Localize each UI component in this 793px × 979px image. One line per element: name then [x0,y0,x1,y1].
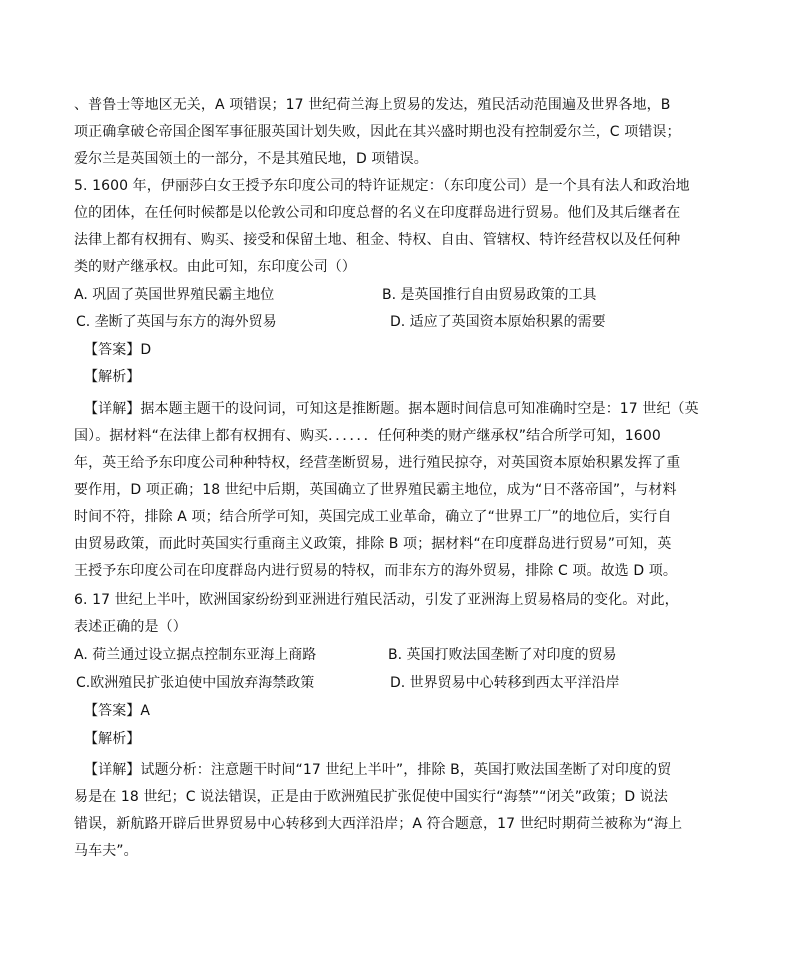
question-5-answer: 【答案】D [84,342,152,358]
question-6-stem: 表述正确的是（） [74,619,187,635]
text-line: 项正确拿破仑帝国企图军事征服英国计划失败，因此在其兴盛时期也没有控制爱尔兰，C 项错误； [74,124,681,140]
question-5-detail: 【详解】据本题主题干的设问词，可知这是推断题。据本题时间信息可知准确时空是：17 世纪（英 [84,401,699,417]
question-5-stem: 法律上都有权拥有、购买、接受和保留土地、租金、特权、自由、管辖权、特许经营权以及任何种 [74,232,681,248]
question-5-option-d: D. 适应了英国资本原始积累的需要 [390,314,606,330]
question-5-detail: 国）。据材料“在法律上都有权拥有、购买．．．．．．任何种类的财产继承权”结合所学可知，1600 [74,428,661,444]
question-6-detail: 【详解】试题分析：注意题干时间“17 世纪上半叶”，排除 B，英国打败法国垄断了对印度的贸 [84,762,672,778]
question-6-detail: 马车夫”。 [74,843,138,859]
question-6-detail: 错误，新航路开辟后世界贸易中心转移到大西洋沿岸；A 符合题意，17 世纪时期荷兰被称为“海上 [74,816,683,832]
question-5-option-a: A. 巩固了英国世界殖民霸主地位 [74,287,275,303]
question-5-stem: 类的财产继承权。由此可知，东印度公司（） [74,259,356,275]
question-5-detail: 时间不符，排除 A 项；结合所学可知，英国完成工业革命，确立了“世界工厂”的地位后，实行自 [74,509,672,525]
question-5-detail: 要作用，D 项正确；18 世纪中后期，英国确立了世界殖民霸主地位，成为“日不落帝国”，与材料 [74,482,677,498]
question-5-stem: 位的团体，在任何时候都是以伦敦公司和印度总督的名义在印度群岛进行贸易。他们及其后继者在 [74,205,681,221]
question-5-option-b: B. 是英国推行自由贸易政策的工具 [382,287,597,303]
question-6-stem: 6. 17 世纪上半叶，欧洲国家纷纷到亚洲进行殖民活动，引发了亚洲海上贸易格局的变化。对此， [74,592,679,608]
question-6-option-c: C.欧洲殖民扩张迫使中国放弃海禁政策 [76,675,315,691]
question-5-analysis-label: 【解析】 [84,369,141,385]
question-5-option-c: C. 垄断了英国与东方的海外贸易 [76,314,277,330]
question-6-option-b: B. 英国打败法国垄断了对印度的贸易 [388,647,617,663]
question-6-detail: 易是在 18 世纪；C 说法错误，正是由于欧洲殖民扩张促使中国实行“海禁”“闭关”政策；D 说法 [74,789,668,805]
question-5-detail: 由贸易政策，而此时英国实行重商主义政策，排除 B 项；据材料“在印度群岛进行贸易”可知，英 [74,536,672,552]
question-6-option-d: D. 世界贸易中心转移到西太平洋沿岸 [390,675,620,691]
question-6-option-a: A. 荷兰通过设立据点控制东亚海上商路 [74,647,317,663]
text-line: 爱尔兰是英国领土的一部分，不是其殖民地，D 项错误。 [74,151,428,167]
question-6-answer: 【答案】A [84,703,151,719]
question-5-detail: 年，英王给予东印度公司种种特权，经营垄断贸易，进行殖民掠夺，对英国资本原始积累发挥了重 [74,455,681,471]
question-6-analysis-label: 【解析】 [84,731,141,747]
text-line: 、普鲁士等地区无关，A 项错误；17 世纪荷兰海上贸易的发达，殖民活动范围遍及世界各地，B [74,97,671,113]
question-5-detail: 王授予东印度公司在印度群岛内进行贸易的特权，而非东方的海外贸易，排除 C 项。故选 D 项。 [74,563,677,579]
question-5-stem: 5. 1600 年，伊丽莎白女王授予东印度公司的特许证规定：（东印度公司）是一个具有法人和政治地 [74,178,690,194]
